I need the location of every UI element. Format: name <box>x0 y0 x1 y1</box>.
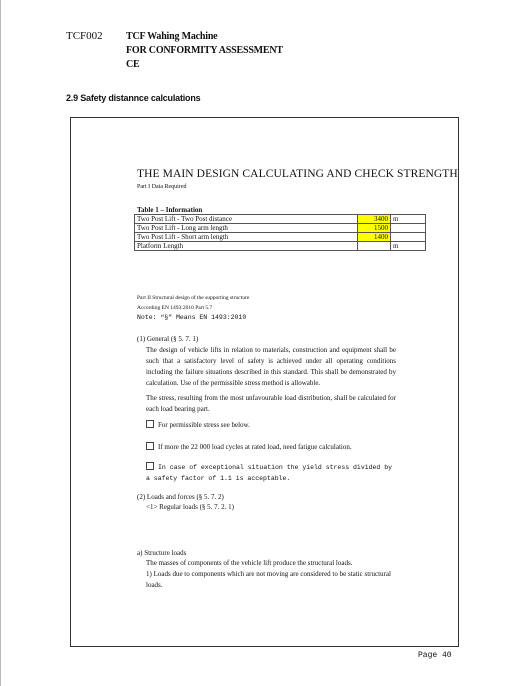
page-edge-line <box>0 0 1 686</box>
check-item <box>146 442 352 453</box>
item-1: 1) Loads due to components which are not moving are considered to be static structural loads. <box>146 570 391 589</box>
check-text: If more the 22 000 load cycles at rated load, need fatigue calculation. <box>158 443 352 451</box>
table-row <box>135 242 426 251</box>
general-paragraph: The design of vehicle lifts in relation to materials, construction and equipment shall be such that a satisfactory level of safety is achieved under all operating conditions including the failure situations described in this standard. This shall be demonstrated by calculation. Use of the permissible stress method is allowable. <box>146 346 396 387</box>
checkbox-icon <box>146 442 154 450</box>
table-row <box>135 233 426 242</box>
table-cell-unit: m <box>391 242 426 251</box>
checkbox-icon <box>146 420 154 428</box>
embedded-title: THE MAIN DESIGN CALCULATING AND CHECK STRENGTH <box>137 168 458 180</box>
header-line-1: TCF Wahing Machine <box>126 31 218 42</box>
stress-paragraph: The stress, resulting from the most unfavourable load distribution, shall be calculated for each load bearing part. <box>146 394 396 413</box>
general-heading: (1) General (§ 5. 7. 1) <box>137 335 199 343</box>
header-line-2: FOR CONFORMITY ASSESSMENT <box>126 45 283 56</box>
section-title: 2.9 Safety distannce calculations <box>66 93 201 103</box>
check-text: For permissible stress see below. <box>158 421 250 429</box>
table-cell-label: Two Post Lift - Two Post distance <box>135 215 358 224</box>
table-cell-label: Platform Length <box>135 242 358 251</box>
page-number: Page 40 <box>418 651 452 660</box>
table-row <box>135 215 426 224</box>
table-cell-unit <box>391 233 426 242</box>
part2-label: Part II Structural design of the supporting structure <box>137 295 250 301</box>
table-cell-value: 1400 <box>358 233 391 242</box>
checkbox-icon <box>146 462 154 470</box>
information-table <box>134 214 426 251</box>
doc-code: TCF002 <box>66 30 103 42</box>
table-title: Table 1 – Information <box>137 206 203 214</box>
table-row <box>135 224 426 233</box>
table-cell-label: Two Post Lift - Short arm length <box>135 233 358 242</box>
table-cell-value <box>358 242 391 251</box>
table-cell-unit <box>391 224 426 233</box>
table-cell-unit: m <box>391 215 426 224</box>
table-cell-value: 3400 <box>358 215 391 224</box>
check-text: In case of exceptional situation the yield stress divided by a safety factor of 1.1 is acceptable. <box>146 464 393 482</box>
structure-heading: a) Structure loads <box>137 549 187 557</box>
header-line-3: CE <box>126 59 140 70</box>
loads-heading: (2) Loads and forces (§ 5. 7. 2) <box>137 493 224 501</box>
part1-label: Part I Data Required <box>137 184 187 190</box>
structure-paragraph: The masses of components of the vehicle lift produce the structural loads. <box>146 559 353 567</box>
regular-loads: <1> Regular loads (§ 5. 7. 2. 1) <box>146 503 234 511</box>
according-line: According EN 1493:2010 Part 5.7 <box>137 305 213 311</box>
table-cell-label: Two Post Lift - Long arm length <box>135 224 358 233</box>
header-title-block <box>126 30 426 72</box>
check-item <box>146 420 250 431</box>
table-cell-value: 1500 <box>358 224 391 233</box>
check-item <box>146 462 398 484</box>
note-line: Note: “§” Means EN 1493:2010 <box>137 314 247 321</box>
